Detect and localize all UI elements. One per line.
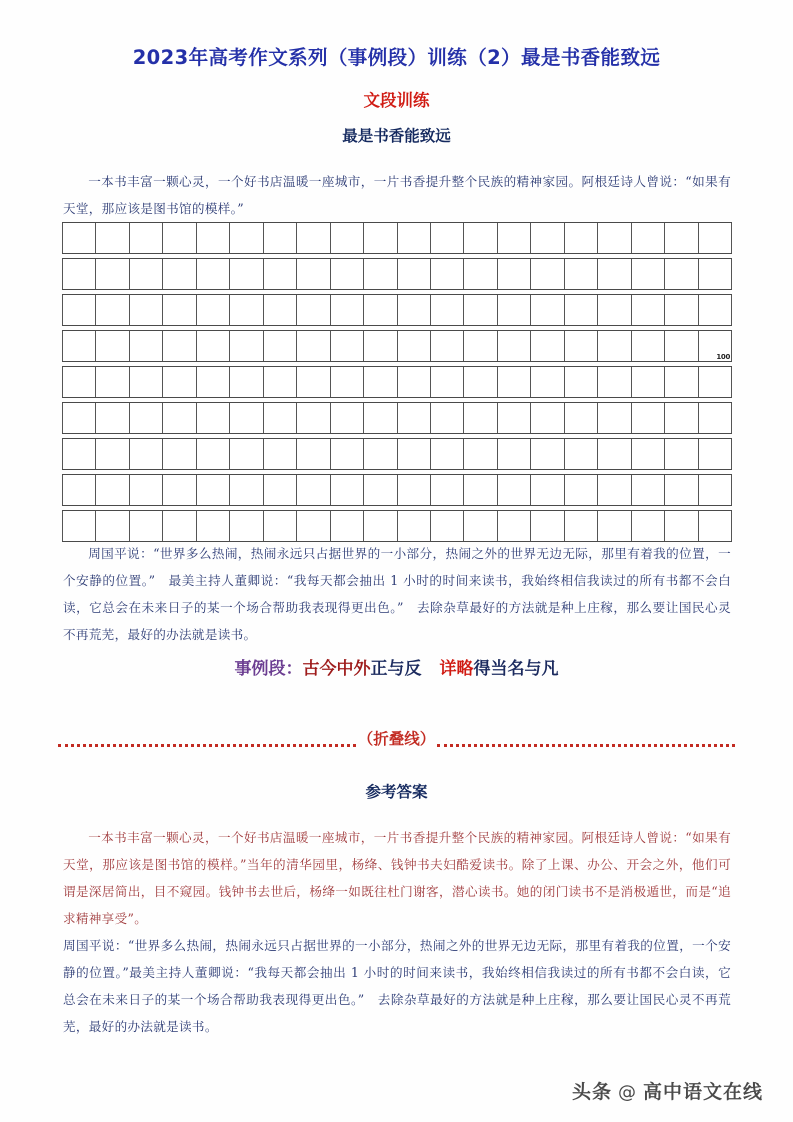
grid-cell[interactable] [598,403,631,433]
grid-row[interactable] [62,402,732,434]
grid-row[interactable] [62,330,732,362]
grid-cell[interactable] [331,331,364,361]
grid-cell[interactable] [230,259,263,289]
grid-cell[interactable] [398,259,431,289]
grid-cell[interactable] [331,223,364,253]
grid-cell[interactable] [531,403,564,433]
grid-cell[interactable] [531,331,564,361]
grid-cell[interactable] [163,259,196,289]
grid-cell[interactable] [398,439,431,469]
grid-cell[interactable] [163,475,196,505]
grid-cell[interactable] [62,223,96,253]
grid-cell[interactable] [96,439,129,469]
grid-cell[interactable] [230,511,263,541]
answer-paragraph-block [63,824,731,1040]
grid-cell[interactable] [197,511,230,541]
grid-cell[interactable] [498,295,531,325]
grid-row[interactable] [62,353,732,398]
grid-cell[interactable] [398,367,431,397]
grid-cell[interactable] [565,511,598,541]
grid-cell[interactable] [297,403,330,433]
grid-cell[interactable] [565,367,598,397]
intro-paragraph-block [63,168,731,222]
grid-cell[interactable] [197,331,230,361]
grid-cell[interactable] [531,367,564,397]
grid-row[interactable] [62,474,732,506]
grid-cell[interactable] [464,223,497,253]
grid-cell[interactable] [264,403,297,433]
grid-cell[interactable] [699,353,732,397]
grid-cell[interactable] [598,259,631,289]
grid-cell[interactable] [398,331,431,361]
watermark-platform: 头条 [571,1081,612,1104]
grid-cell[interactable] [130,331,163,361]
grid-cell[interactable] [498,331,531,361]
grid-cell[interactable] [230,223,263,253]
grid-cell[interactable] [699,403,732,433]
grid-cell[interactable] [197,403,230,433]
grid-cell[interactable] [96,367,129,397]
grid-cell[interactable] [331,511,364,541]
grid-cell[interactable] [264,295,297,325]
grid-cell[interactable] [364,295,397,325]
grid-cell[interactable] [431,403,464,433]
grid-cell[interactable] [230,403,263,433]
grid-row[interactable] [62,222,732,254]
emphasis-line [0,658,793,680]
grid-cell[interactable] [331,259,364,289]
grid-cell[interactable] [297,331,330,361]
grid-cell[interactable] [598,367,631,397]
grid-cell[interactable] [96,259,129,289]
grid-cell[interactable] [197,259,230,289]
grid-cell[interactable] [230,331,263,361]
grid-cell[interactable] [598,223,631,253]
grid-cell[interactable] [163,223,196,253]
grid-cell[interactable] [62,295,96,325]
grid-cell[interactable] [364,439,397,469]
grid-cell[interactable] [632,475,665,505]
emphasis-part-fame-ordinary: 得当名与凡 [473,659,559,679]
grid-row[interactable] [62,438,732,470]
grid-cell[interactable] [464,295,497,325]
grid-cell[interactable] [632,439,665,469]
grid-cell[interactable] [665,295,698,325]
grid-cell[interactable] [331,475,364,505]
grid-cell[interactable] [464,331,497,361]
grid-cell[interactable] [665,511,698,541]
grid-cell[interactable] [498,367,531,397]
grid-cell[interactable] [632,403,665,433]
grid-cell[interactable] [197,475,230,505]
grid-cell[interactable] [632,367,665,397]
grid-cell[interactable] [598,511,631,541]
grid-cell[interactable] [431,367,464,397]
grid-cell[interactable] [431,475,464,505]
grid-cell[interactable] [431,511,464,541]
intro-paragraph-text: 一本书丰富一颗心灵，一个好书店温暖一座城市，一片书香提升整个民族的精神家园。阿根廷诗人曾说：“如果有天堂，那应该是图书馆的模样。” [63,174,731,216]
emphasis-label: 事例段： [234,659,303,679]
grid-cell[interactable] [598,475,631,505]
grid-cell[interactable] [498,439,531,469]
grid-cell[interactable] [464,475,497,505]
grid-cell[interactable] [665,439,698,469]
section-heading-wenduanxunlian: 文段训练 [363,91,430,111]
grid-cell[interactable] [464,439,497,469]
grid-cell[interactable] [96,511,129,541]
grid-cell[interactable] [62,367,96,397]
quote-paragraph-text: 周国平说：“世界多么热闹，热闹永远只占据世界的一小部分，热闹之外的世界无边无际，那里有着我的位置，一个安静的位置。” 最美主持人董卿说：“我每天都会抽出 1 小时的时间来读书，我始终相信我读过的所有书都不会白读，它总会在未来日子的某一个场合帮助我表现得更出色。” 去除杂草最好的方法就是种上庄稼，那么要让国民心灵不再荒芜，最好的办法就是读书。 [63,546,731,642]
grid-cell[interactable] [297,511,330,541]
grid-cell[interactable] [96,475,129,505]
grid-cell[interactable] [297,259,330,289]
grid-cell[interactable] [598,295,631,325]
grid-cell[interactable] [665,403,698,433]
grid-cell[interactable] [62,439,96,469]
grid-cell[interactable] [364,367,397,397]
grid-row[interactable] [62,258,732,290]
grid-cell[interactable] [665,259,698,289]
grid-cell[interactable] [297,367,330,397]
grid-cell[interactable] [498,259,531,289]
grid-cell[interactable] [130,367,163,397]
grid-cell[interactable] [264,367,297,397]
watermark-at-icon: @ [617,1081,637,1103]
grid-cell[interactable] [130,223,163,253]
grid-cell[interactable] [197,295,230,325]
answer-paragraph-blue: 周国平说：“世界多么热闹，热闹永远只占据世界的一小部分，热闹之外的世界无边无际，那里有着我的位置，一个安静的位置。”最美主持人董卿说：“我每天都会抽出 1 小时的时间来读书，我始终相信我读过的所有书都不会白读，它总会在未来日子的某一个场合帮助我表现得更出色。” 去除杂草最好的方法就是种上庄稼，那么要让国民心灵不再荒芜，最好的办法就是读书。 [63,938,731,1034]
grid-cell[interactable] [565,439,598,469]
fold-line-label: （折叠线） [357,730,436,748]
essay-title: 最是书香能致远 [342,127,451,146]
grid-cell[interactable] [431,331,464,361]
grid-cell[interactable] [364,511,397,541]
grid-cell[interactable] [96,223,129,253]
grid-cell[interactable] [331,367,364,397]
grid-cell[interactable] [565,331,598,361]
grid-cell[interactable] [297,475,330,505]
grid-cell[interactable] [62,331,96,361]
grid-cell[interactable] [96,331,129,361]
answer-section-heading: 参考答案 [365,783,428,801]
grid-cell[interactable] [464,511,497,541]
grid-count-marker: 100 [716,353,731,361]
grid-cell[interactable] [331,439,364,469]
grid-cell[interactable] [197,439,230,469]
grid-cell[interactable] [464,403,497,433]
grid-cell[interactable] [96,295,129,325]
grid-cell[interactable] [364,223,397,253]
grid-cell[interactable] [632,295,665,325]
grid-cell[interactable] [230,439,263,469]
grid-cell[interactable] [130,259,163,289]
grid-row[interactable] [62,294,732,326]
grid-cell[interactable] [699,439,732,469]
fold-line-separator [58,732,735,748]
grid-cell[interactable] [264,439,297,469]
grid-cell[interactable] [130,403,163,433]
grid-cell[interactable] [130,511,163,541]
grid-cell[interactable] [197,367,230,397]
emphasis-part-pro-con: 正与反 [370,659,422,679]
grid-cell[interactable] [297,439,330,469]
grid-cell[interactable] [197,223,230,253]
emphasis-part-detail-brief: 详略 [439,659,474,679]
grid-cell[interactable] [565,475,598,505]
grid-cell[interactable] [632,331,665,361]
grid-cell[interactable] [464,259,497,289]
grid-cell[interactable] [431,223,464,253]
grid-cell[interactable] [598,331,631,361]
grid-cell[interactable] [398,223,431,253]
grid-cell[interactable] [163,367,196,397]
grid-cell[interactable] [264,223,297,253]
grid-cell[interactable] [531,295,564,325]
grid-cell[interactable] [364,259,397,289]
grid-cell[interactable] [331,295,364,325]
grid-cell[interactable] [665,331,698,361]
grid-cell[interactable] [62,403,96,433]
grid-cell[interactable] [331,403,364,433]
page-title: 2023年高考作文系列（事例段）训练（2）最是书香能致远 [132,46,661,69]
grid-cell[interactable] [464,367,497,397]
fold-dash-left [58,744,356,747]
grid-cell[interactable] [163,403,196,433]
grid-cell[interactable] [699,259,732,289]
grid-cell[interactable] [364,331,397,361]
grid-cell[interactable] [130,475,163,505]
grid-cell[interactable] [398,403,431,433]
grid-cell[interactable] [531,259,564,289]
grid-cell[interactable] [531,511,564,541]
watermark [572,1081,763,1104]
grid-cell[interactable] [130,295,163,325]
grid-cell[interactable] [565,259,598,289]
grid-cell[interactable] [565,223,598,253]
grid-cell[interactable] [364,475,397,505]
quote-paragraph-block [63,540,731,648]
grid-row[interactable] [62,510,732,542]
grid-cell[interactable] [498,475,531,505]
grid-cell[interactable] [498,511,531,541]
grid-cell[interactable] [531,439,564,469]
grid-cell[interactable] [598,439,631,469]
grid-cell[interactable] [632,223,665,253]
grid-cell[interactable] [531,475,564,505]
grid-cell[interactable] [565,295,598,325]
grid-cell[interactable] [498,403,531,433]
grid-cell[interactable] [565,403,598,433]
grid-cell[interactable] [230,475,263,505]
grid-cell[interactable] [163,295,196,325]
grid-cell[interactable] [431,439,464,469]
grid-cell[interactable] [163,511,196,541]
grid-cell[interactable] [498,223,531,253]
grid-cell[interactable] [665,367,698,397]
grid-cell[interactable] [398,511,431,541]
grid-cell[interactable] [665,223,698,253]
emphasis-part-ancient-modern: 古今中外 [302,659,371,679]
watermark-account: 高中语文在线 [642,1081,763,1104]
grid-cell[interactable] [264,259,297,289]
grid-cell[interactable] [230,295,263,325]
answer-paragraph-red: 一本书丰富一颗心灵，一个好书店温暖一座城市，一片书香提升整个民族的精神家园。阿根廷诗人曾说：“如果有天堂，那应该是图书馆的模样。”当年的清华园里，杨绛、钱钟书夫妇酷爱读书。除了上课、办公、开会之外，他们可谓是深居简出，目不窥园。钱钟书去世后，杨绛一如既往杜门谢客，潜心读书。她的闭门读书不是消极遁世，而是“追求精神享受”。 [63,830,731,926]
grid-cell[interactable] [699,223,732,253]
grid-cell[interactable] [398,475,431,505]
grid-cell[interactable] [431,295,464,325]
grid-cell[interactable] [264,331,297,361]
grid-cell[interactable] [130,439,163,469]
grid-cell[interactable] [62,511,96,541]
grid-cell[interactable] [96,403,129,433]
grid-cell[interactable] [297,295,330,325]
grid-cell[interactable] [665,475,698,505]
grid-cell[interactable] [531,223,564,253]
writing-grid[interactable] [62,222,732,542]
grid-cell[interactable] [264,475,297,505]
grid-cell[interactable] [398,295,431,325]
grid-cell[interactable] [632,259,665,289]
grid-cell[interactable] [62,259,96,289]
grid-cell[interactable] [699,475,732,505]
grid-cell[interactable] [297,223,330,253]
grid-cell[interactable] [699,295,732,325]
grid-cell[interactable] [364,403,397,433]
grid-cell[interactable] [163,439,196,469]
grid-cell[interactable] [163,331,196,361]
grid-cell[interactable] [230,367,263,397]
grid-cell[interactable] [699,511,732,541]
grid-cell[interactable] [431,259,464,289]
grid-cell[interactable] [62,475,96,505]
grid-cell[interactable] [264,511,297,541]
fold-dash-right [437,744,735,747]
grid-cell[interactable] [632,511,665,541]
